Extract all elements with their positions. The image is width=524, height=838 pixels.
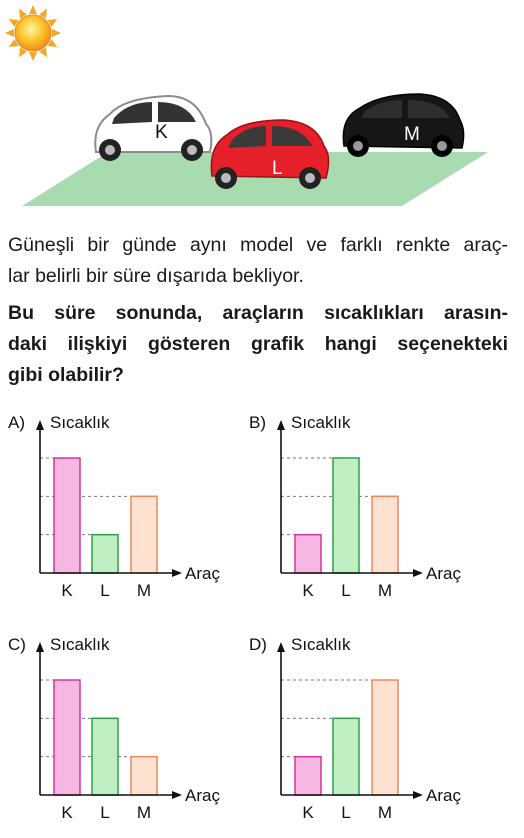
tick-label: K — [302, 803, 314, 822]
tick-label: M — [136, 581, 152, 600]
option-label: D) — [249, 635, 267, 654]
car-l-label: L — [272, 158, 283, 179]
y-axis-arrow-icon — [36, 420, 44, 430]
option-label: C) — [8, 635, 26, 654]
bar-l — [333, 718, 359, 795]
bar-k — [54, 458, 80, 573]
question-prompt — [8, 298, 508, 391]
question-line: Güneşli bir günde aynı model ve farklı renkte araç- — [8, 234, 508, 256]
chart-svg — [243, 628, 483, 838]
x-axis-label: Araç — [185, 786, 220, 805]
y-axis-label: Sıcaklık — [291, 635, 351, 654]
bar-l — [92, 718, 118, 795]
tick-label: M — [377, 581, 393, 600]
y-axis-arrow-icon — [277, 642, 285, 652]
car-m — [343, 94, 463, 157]
car-m-label: M — [404, 124, 420, 145]
tick-label: K — [61, 581, 73, 600]
option-d-chart[interactable] — [243, 628, 483, 838]
car-k-label: K — [155, 122, 168, 143]
bar-k — [295, 535, 321, 573]
bar-k — [295, 757, 321, 795]
question-text — [8, 230, 508, 292]
prompt-line: gibi olabilir? — [8, 364, 124, 386]
bar-m — [131, 496, 157, 573]
question-line: lar belirli bir süre dışarıda bekliyor. — [8, 265, 304, 287]
option-b-chart[interactable] — [243, 406, 483, 616]
y-axis-arrow-icon — [36, 642, 44, 652]
bar-l — [92, 535, 118, 573]
sun-icon — [5, 5, 61, 61]
bar-k — [54, 680, 80, 795]
bar-l — [333, 458, 359, 573]
prompt-line: daki ilişkiyi gösteren grafik hangi seçenekteki — [8, 333, 508, 355]
y-axis-label: Sıcaklık — [50, 413, 110, 432]
x-axis-label: Araç — [185, 564, 220, 583]
tick-label: M — [377, 803, 393, 822]
y-axis-label: Sıcaklık — [50, 635, 110, 654]
y-axis-arrow-icon — [277, 420, 285, 430]
bar-m — [372, 496, 398, 573]
prompt-line: Bu süre sonunda, araçların sıcaklıkları arasın- — [8, 302, 508, 324]
x-axis-arrow-icon — [413, 569, 423, 577]
parking-illustration — [0, 0, 524, 215]
chart-svg — [2, 628, 242, 838]
car-k — [95, 96, 211, 161]
chart-svg — [243, 406, 483, 616]
option-label: B) — [249, 413, 266, 432]
x-axis-label: Araç — [426, 786, 461, 805]
bar-m — [131, 757, 157, 795]
option-a-chart[interactable] — [2, 406, 242, 616]
tick-label: L — [100, 803, 110, 822]
tick-label: L — [341, 803, 351, 822]
x-axis-arrow-icon — [413, 791, 423, 799]
option-label: A) — [8, 413, 25, 432]
tick-label: L — [100, 581, 110, 600]
chart-svg — [2, 406, 242, 616]
x-axis-label: Araç — [426, 564, 461, 583]
y-axis-label: Sıcaklık — [291, 413, 351, 432]
tick-label: K — [302, 581, 314, 600]
x-axis-arrow-icon — [172, 569, 182, 577]
tick-label: K — [61, 803, 73, 822]
tick-label: L — [341, 581, 351, 600]
x-axis-arrow-icon — [172, 791, 182, 799]
bar-m — [372, 680, 398, 795]
option-c-chart[interactable] — [2, 628, 242, 838]
tick-label: M — [136, 803, 152, 822]
